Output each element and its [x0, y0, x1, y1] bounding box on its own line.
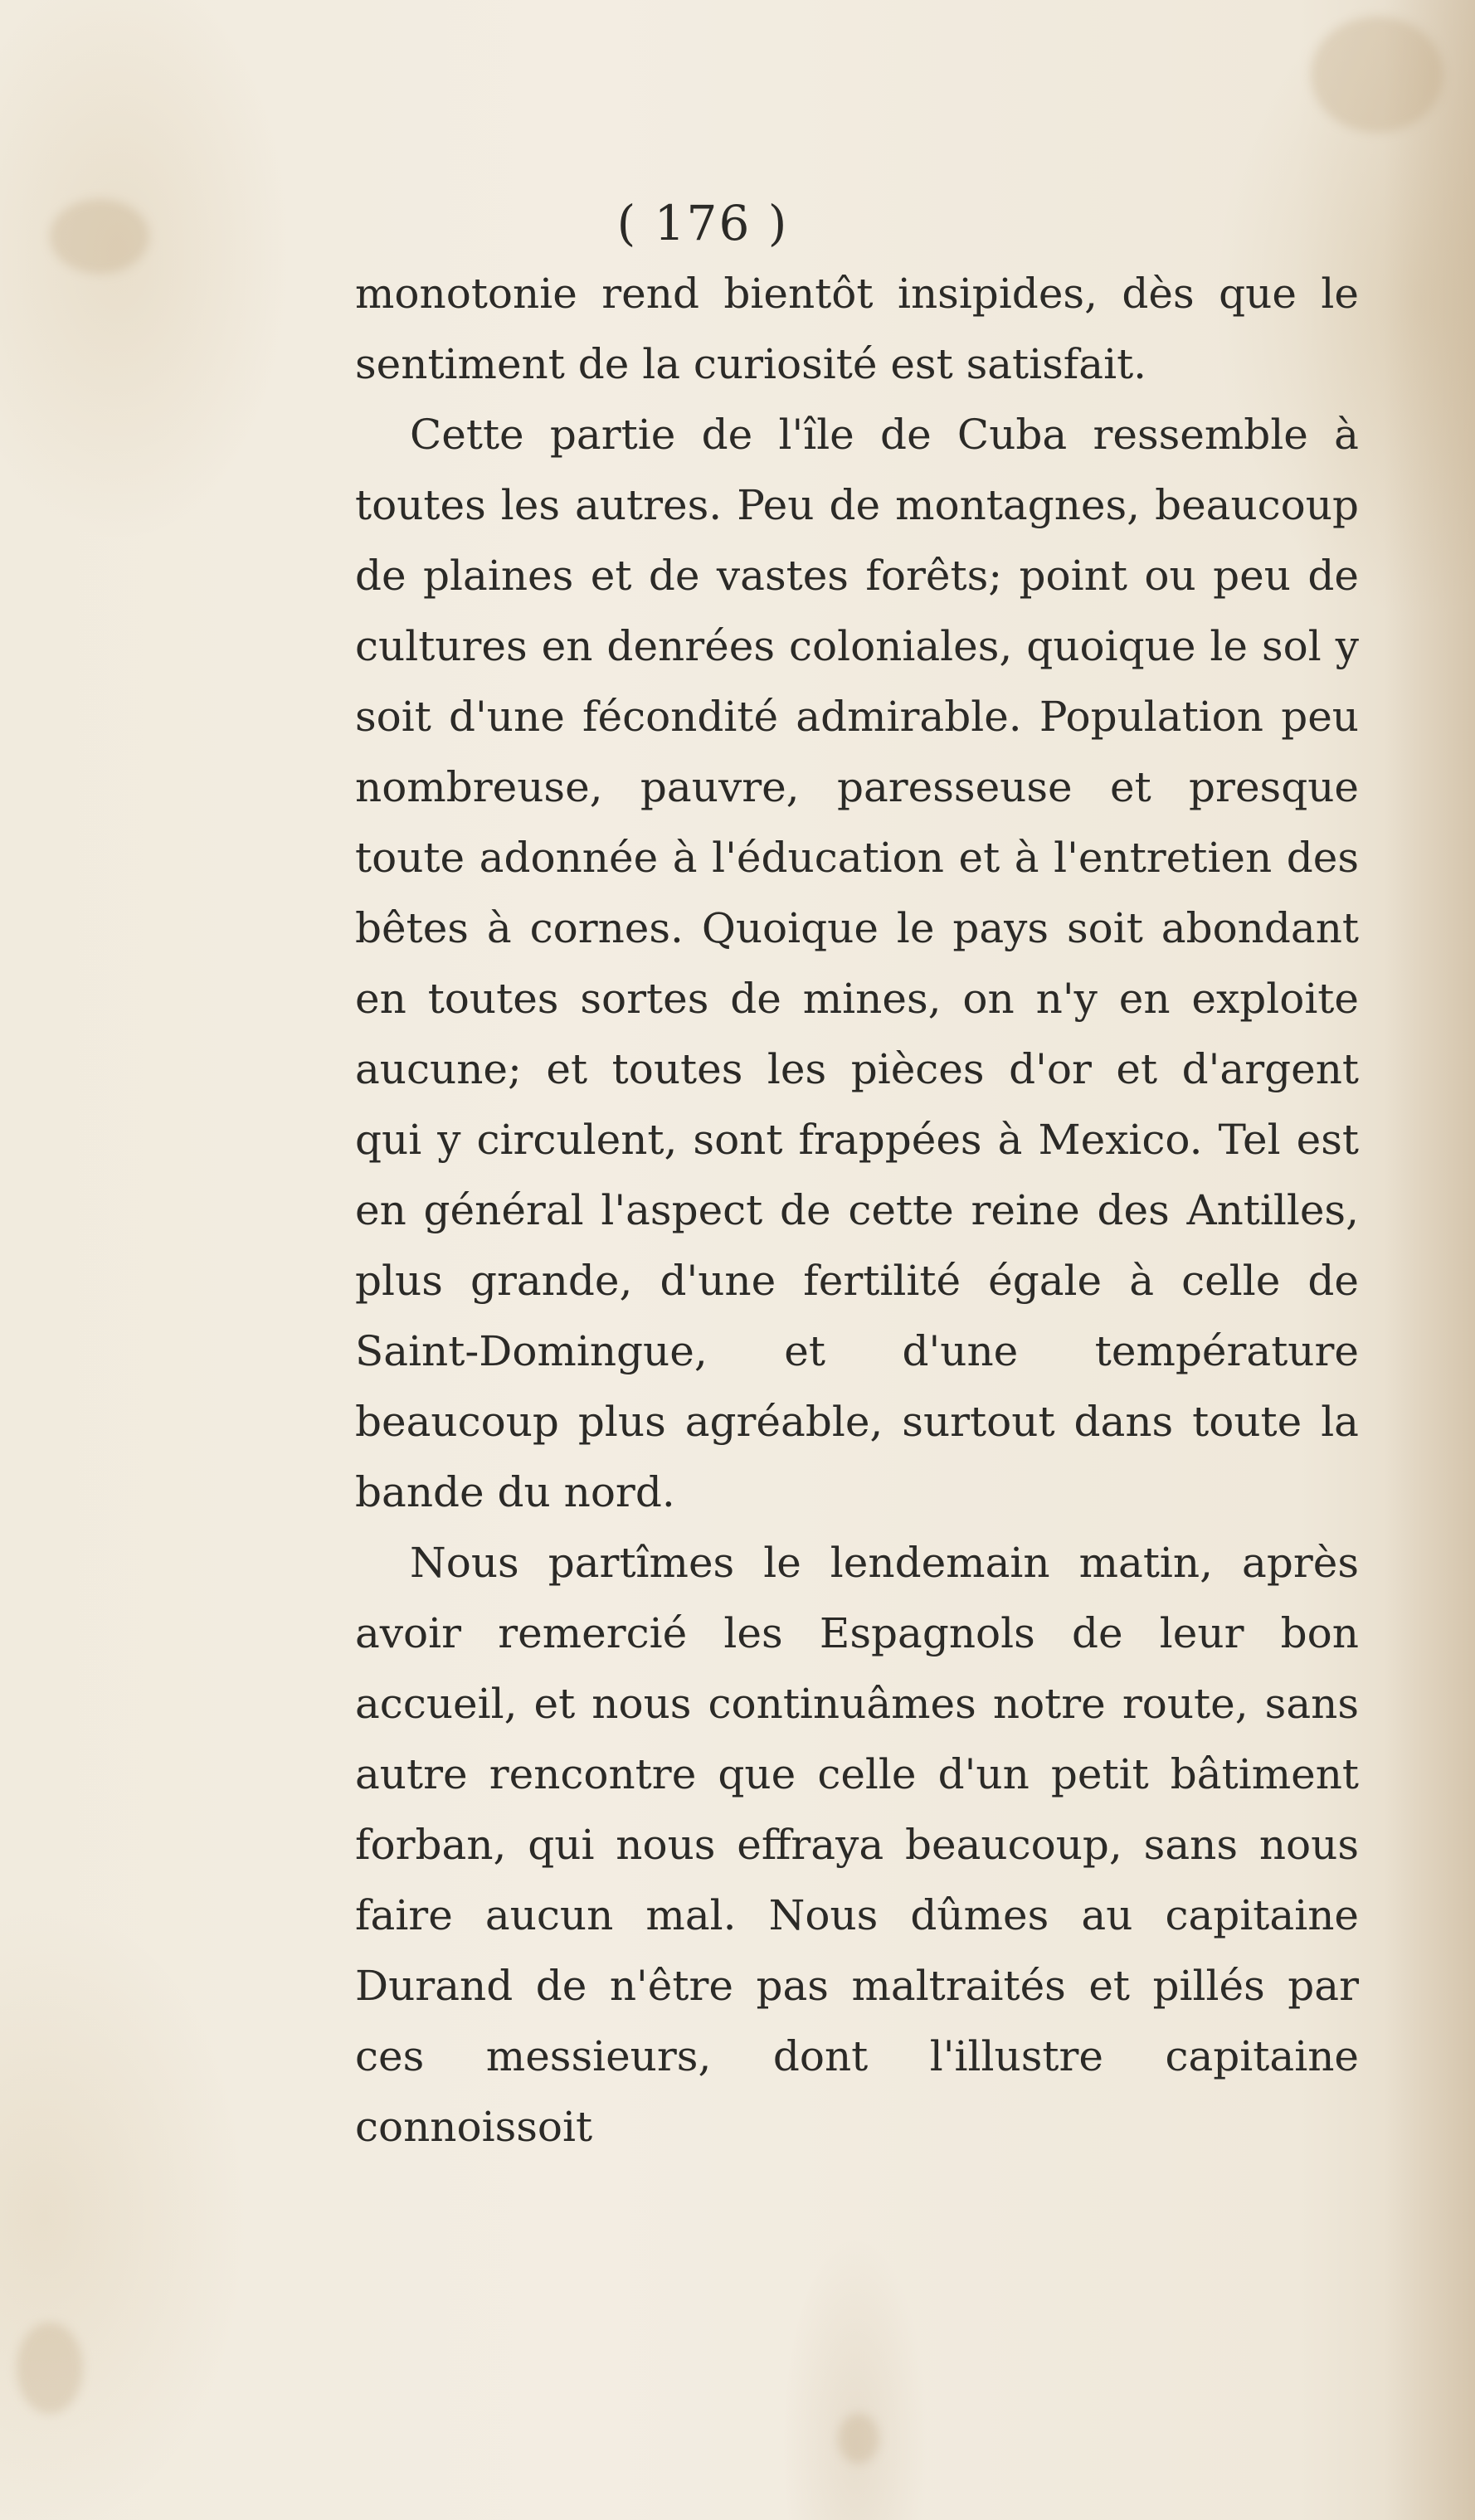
- page-edge-shading: [1384, 0, 1475, 2520]
- paper-stain: [17, 2323, 83, 2414]
- paragraph-departure: Nous partîmes le lendemain matin, après avoir remercié les Espagnols de leur bon accueil, et nous continuâmes notre route, sans autre rencontre que celle d'un petit bâtiment forban, qui nous effraya beaucoup, sans nous faire aucun mal. Nous dûmes au capitaine Durand de n'être pas maltraités et pillés par ces messieurs, dont l'illustre capitaine connoissoit: [355, 1539, 1359, 2151]
- paper-stain: [838, 2414, 879, 2464]
- page-number: ( 176 ): [616, 195, 789, 251]
- paragraph-continuation: monotonie rend bientôt insipides, dès que le sentiment de la curiosité est satisfait.: [355, 270, 1359, 388]
- paragraph-cuba-description: Cette partie de l'île de Cuba ressemble à toutes les autres. Peu de montagnes, beaucoup de plaines et de vastes forêts; point ou peu de cultures en denrées coloniales, quoique le sol y soit d'une fécondité admirable. Population peu nombreuse, pauvre, paresseuse et presque toute adonnée à l'éducation et à l'entretien des bêtes à cornes. Quoique le pays soit abondant en toutes sortes de mines, on n'y en exploite aucune; et toutes les pièces d'or et d'argent qui y circulent, sont frappées à Mexico. Tel est en général l'aspect de cette reine des Antilles, plus grande, d'une fertilité égale à celle de Saint-Domingue, et d'une température beaucoup plus agréable, surtout dans toute la bande du nord.: [355, 411, 1359, 1516]
- body-text: [355, 259, 1359, 2162]
- paper-stain: [1311, 17, 1443, 133]
- page-number-header: [0, 195, 1475, 251]
